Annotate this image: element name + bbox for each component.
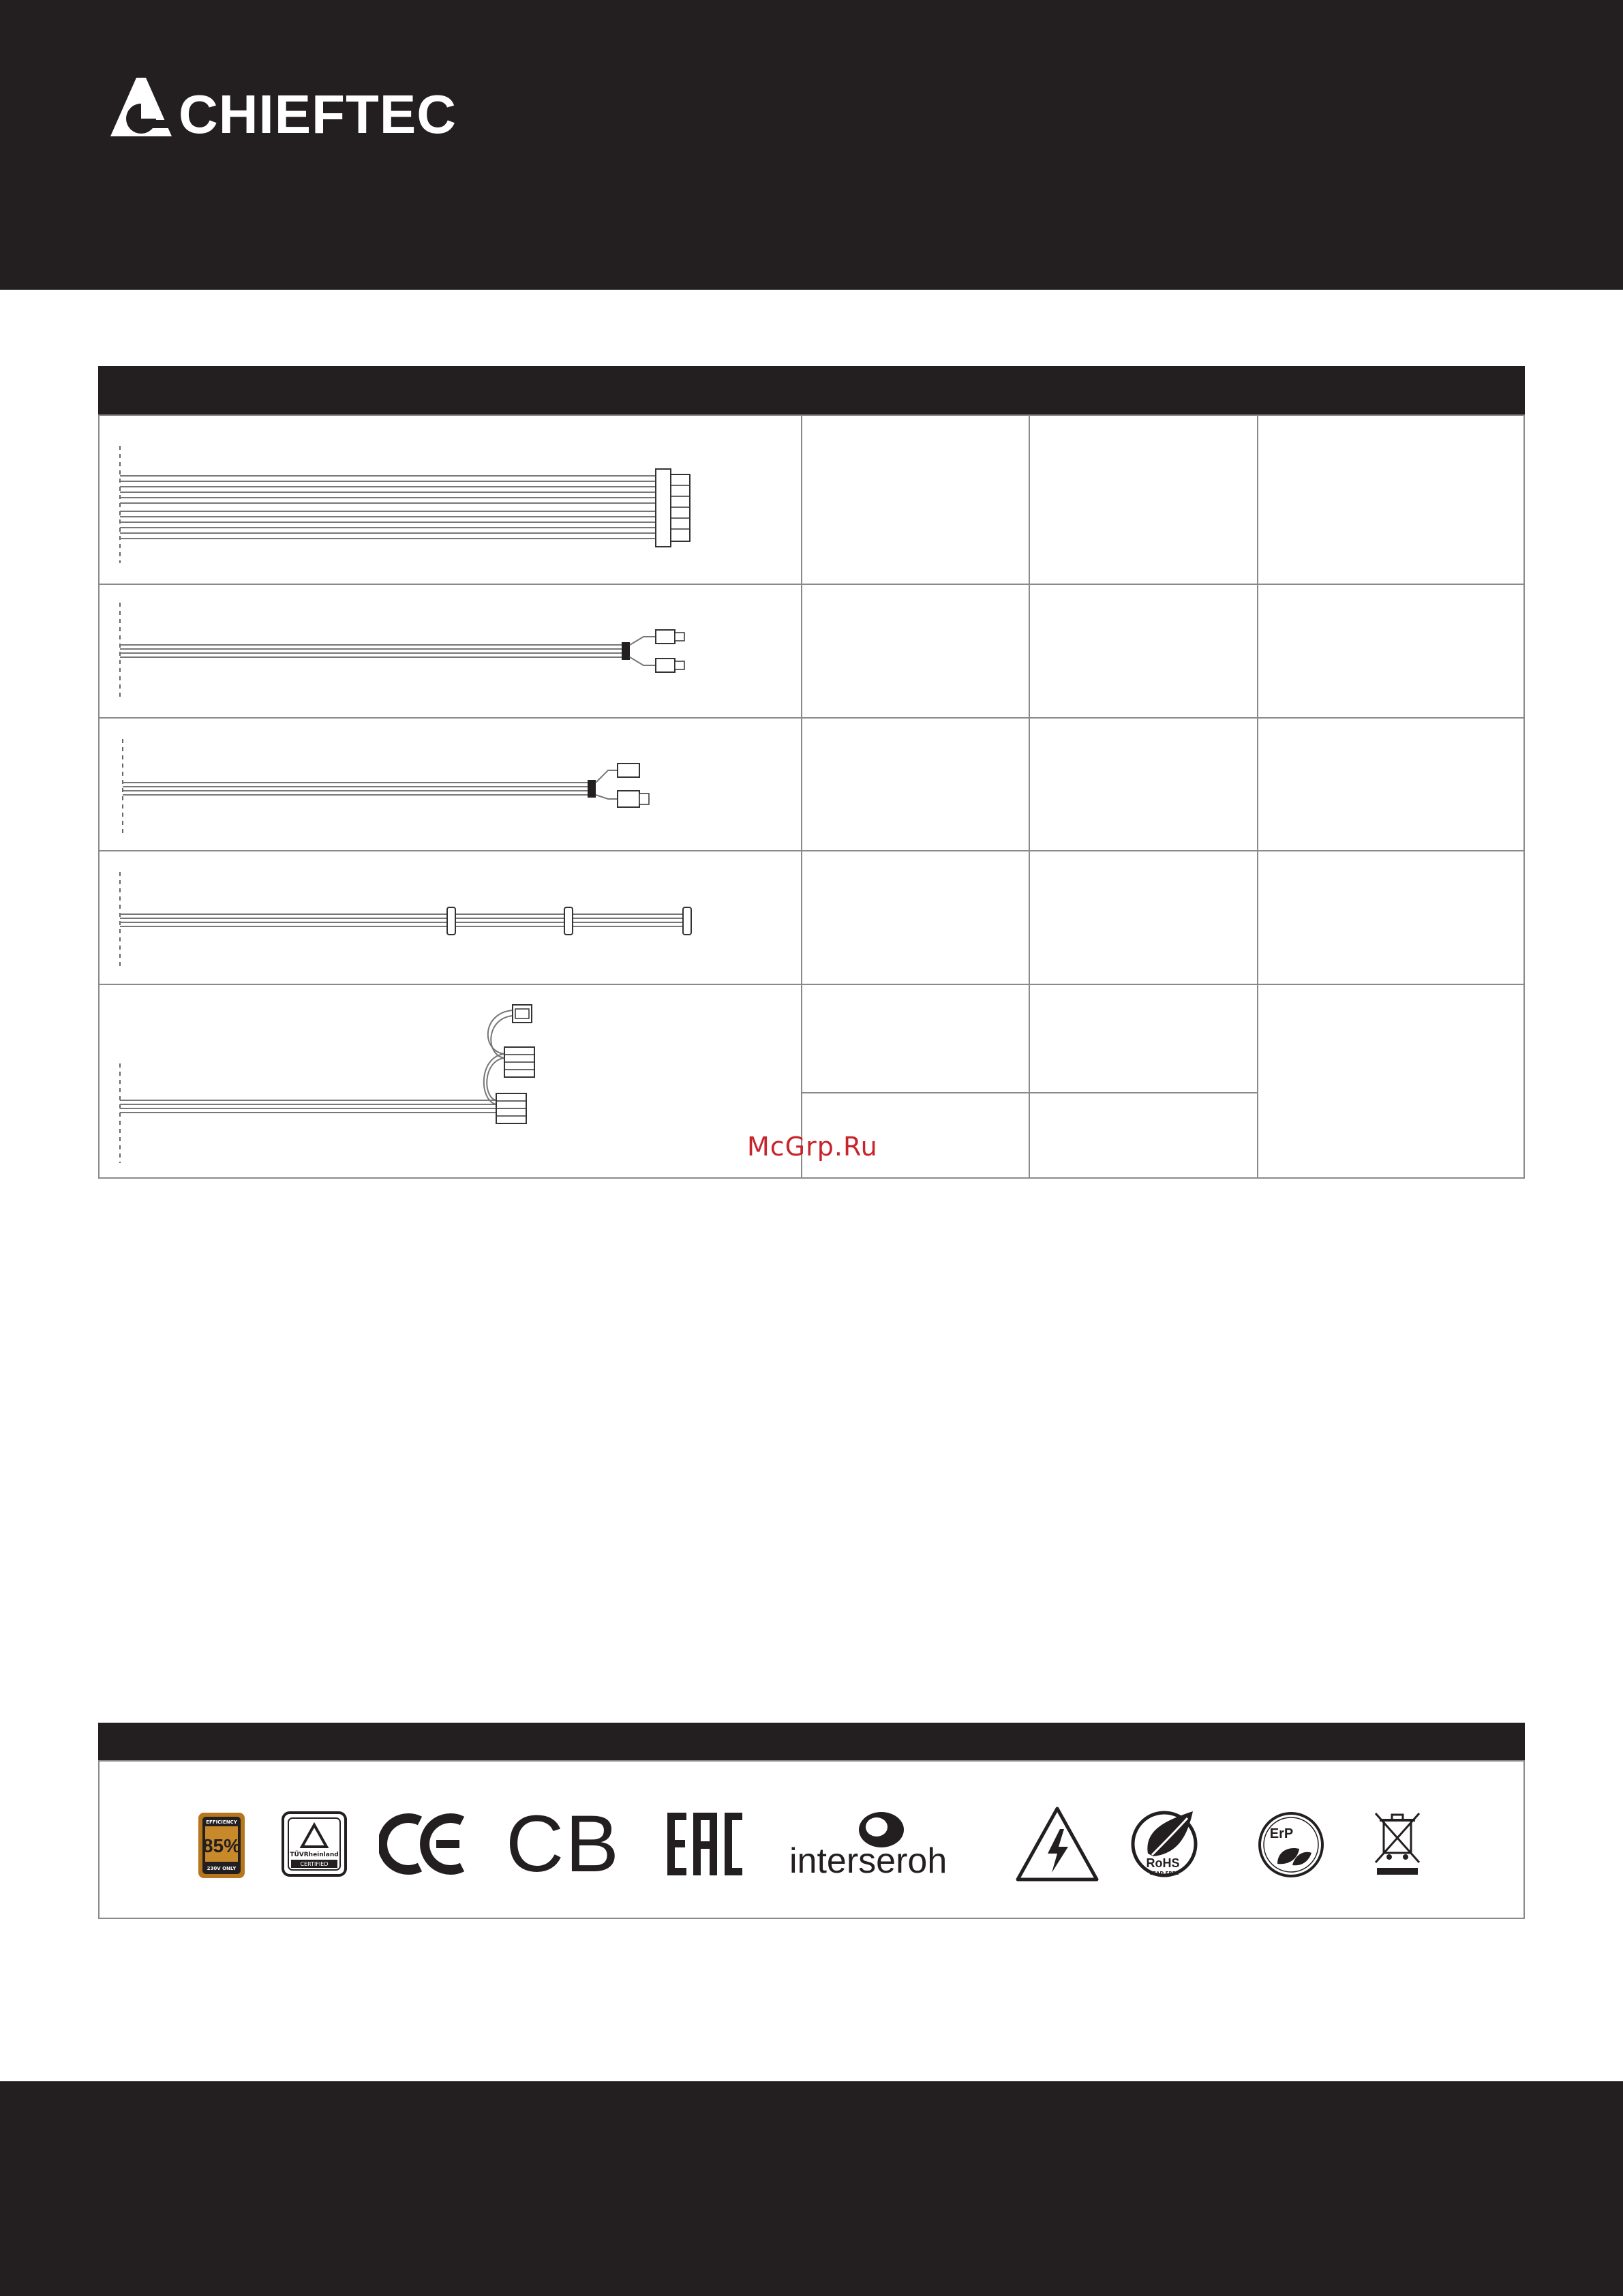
cable-table-header-bar bbox=[98, 366, 1525, 414]
rohs-lead-free-icon bbox=[1130, 1806, 1201, 1881]
cpu-8pin-cable-drawing bbox=[117, 600, 731, 702]
watermark-text: McGrp.Ru bbox=[747, 1132, 878, 1162]
header-band bbox=[0, 0, 1623, 290]
molex-fdd-cable-drawing bbox=[117, 995, 731, 1166]
brand-name: CHIEFTEC bbox=[179, 84, 457, 145]
rohs-lead-free-text: LEAD FREE bbox=[1149, 1871, 1179, 1876]
sata-cable-drawing bbox=[117, 869, 731, 971]
cable-table bbox=[98, 414, 1525, 1179]
row-divider bbox=[100, 850, 1523, 851]
row-divider bbox=[100, 584, 1523, 585]
efficiency-value: 85% bbox=[202, 1835, 241, 1856]
column-divider bbox=[1257, 416, 1258, 1177]
pcie-6-2pin-cable-drawing bbox=[117, 736, 731, 839]
atx-24pin-cable-drawing bbox=[117, 443, 731, 566]
row-divider bbox=[100, 717, 1523, 719]
brand-logo bbox=[104, 75, 458, 143]
tuv-name: TÜVRheinland bbox=[290, 1852, 339, 1858]
cb-mark-text: CB bbox=[506, 1799, 620, 1889]
eac-mark-icon bbox=[667, 1811, 742, 1877]
interseroh-text: interseroh bbox=[789, 1841, 947, 1881]
column-divider bbox=[801, 416, 802, 1177]
chieftec-triangle-icon bbox=[104, 75, 179, 143]
certifications-header-bar bbox=[98, 1723, 1525, 1761]
high-voltage-warning-icon bbox=[1015, 1806, 1099, 1882]
column-divider bbox=[1029, 416, 1030, 1177]
row-divider bbox=[801, 1092, 1257, 1093]
certifications-box bbox=[98, 1760, 1525, 1919]
cb-mark-icon bbox=[506, 1799, 620, 1889]
erp-text: ErP bbox=[1269, 1826, 1294, 1841]
footer-band bbox=[0, 2081, 1623, 2296]
weee-crossed-bin-icon bbox=[1371, 1808, 1423, 1876]
tuv-certified: CERTIFIED bbox=[300, 1861, 329, 1867]
row-divider bbox=[100, 984, 1523, 985]
tuv-rheinland-icon bbox=[282, 1811, 347, 1877]
efficiency-bottom-label: 230V ONLY bbox=[207, 1866, 237, 1871]
ce-mark-icon bbox=[379, 1811, 468, 1877]
efficiency-top-label: EFFICIENCY bbox=[206, 1819, 237, 1825]
efficiency-85-badge-icon bbox=[197, 1811, 246, 1879]
rohs-text: RoHS bbox=[1146, 1856, 1180, 1870]
interseroh-logo-icon bbox=[789, 1811, 964, 1879]
erp-eco-icon bbox=[1257, 1811, 1325, 1879]
